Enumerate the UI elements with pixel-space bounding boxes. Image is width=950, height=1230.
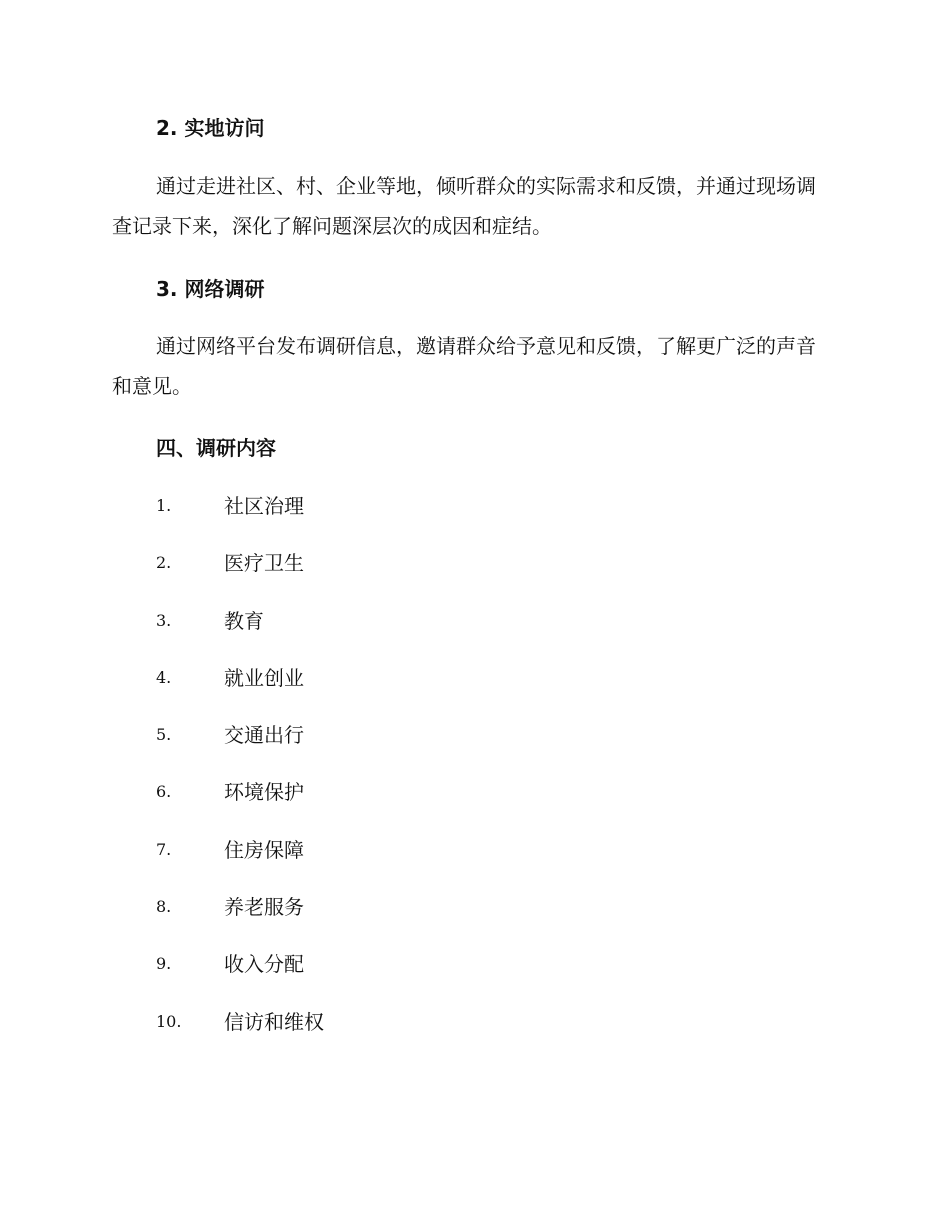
list-item-text: 环境保护 <box>224 780 304 805</box>
list-item-number: 1. <box>156 496 172 515</box>
heading-survey-content: 四、调研内容 <box>156 436 276 460</box>
heading-field-visit: 2. 实地访问 <box>156 116 265 140</box>
heading-online-survey: 3. 网络调研 <box>156 277 265 301</box>
list-item-number: 2. <box>156 553 172 573</box>
list-item-number: 10. <box>156 1011 182 1031</box>
list-item-text: 信访和维权 <box>224 1009 324 1034</box>
list-item-text: 交通出行 <box>224 723 304 748</box>
paragraph-field-visit: 通过走进社区、村、企业等地，倾听群众的实际需求和反馈，并通过现场调查记录下来，深化了解问题深层次的成因和症结。 <box>112 174 816 238</box>
list-item-text: 收入分配 <box>224 952 304 977</box>
list-item-number: 7. <box>156 839 172 859</box>
list-item-text: 医疗卫生 <box>224 551 304 576</box>
list-item-number: 5. <box>156 725 172 745</box>
list-item-number: 6. <box>156 782 172 802</box>
paragraph-online-survey: 通过网络平台发布调研信息，邀请群众给予意见和反馈，了解更广泛的声音和意见。 <box>112 334 816 398</box>
list-item-number: 3. <box>156 610 172 630</box>
list-item-number: 8. <box>156 897 172 917</box>
list-item-text: 就业创业 <box>224 665 304 690</box>
list-item-number: 4. <box>156 667 172 687</box>
list-item-number: 9. <box>156 954 172 974</box>
list-item-text: 养老服务 <box>224 895 304 920</box>
list-item-text: 社区治理 <box>224 494 304 518</box>
list-item-text: 住房保障 <box>224 837 304 862</box>
list-item-text: 教育 <box>224 608 264 633</box>
